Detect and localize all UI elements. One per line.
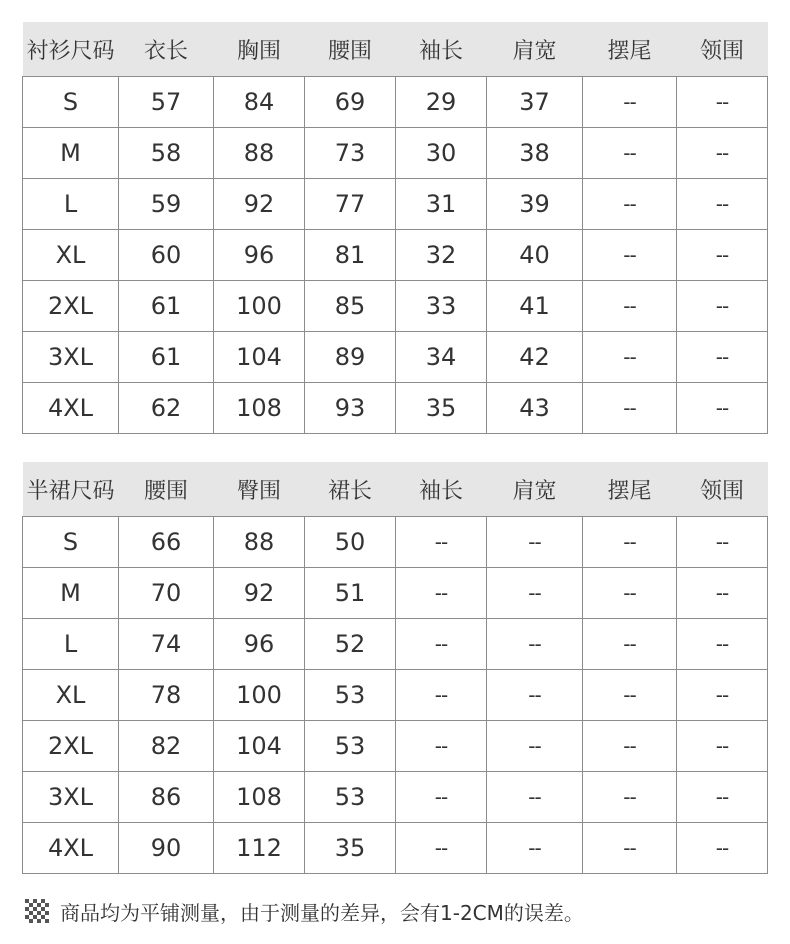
skirt-header-cell: 半裙尺码 xyxy=(23,462,119,517)
measurement-cell: -- xyxy=(396,823,487,874)
measurement-cell: -- xyxy=(583,332,677,383)
measurement-cell: 70 xyxy=(119,568,214,619)
size-label-cell: XL xyxy=(23,670,119,721)
measurement-cell: -- xyxy=(677,772,768,823)
measurement-cell: -- xyxy=(677,128,768,179)
measurement-cell: 100 xyxy=(214,670,305,721)
table-row xyxy=(23,721,768,772)
measurement-cell: 89 xyxy=(305,332,396,383)
measurement-cell: 92 xyxy=(214,568,305,619)
measurement-cell: -- xyxy=(396,721,487,772)
measurement-cell: 81 xyxy=(305,230,396,281)
measurement-cell: 33 xyxy=(396,281,487,332)
shirt-header-cell: 肩宽 xyxy=(487,22,583,77)
measurement-cell: 40 xyxy=(487,230,583,281)
measurement-cell: 29 xyxy=(396,77,487,128)
measurement-cell: 73 xyxy=(305,128,396,179)
measurement-cell: 39 xyxy=(487,179,583,230)
size-label-cell: L xyxy=(23,179,119,230)
measurement-cell: -- xyxy=(396,568,487,619)
measurement-cell: -- xyxy=(583,230,677,281)
grid-pattern-icon xyxy=(24,898,50,924)
measurement-cell: -- xyxy=(487,721,583,772)
measurement-cell: 62 xyxy=(119,383,214,434)
measurement-cell: 60 xyxy=(119,230,214,281)
size-label-cell: 2XL xyxy=(23,281,119,332)
measurement-note xyxy=(24,894,584,928)
measurement-cell: 31 xyxy=(396,179,487,230)
measurement-cell: 77 xyxy=(305,179,396,230)
measurement-cell: -- xyxy=(583,721,677,772)
measurement-cell: 104 xyxy=(214,332,305,383)
table-row xyxy=(23,77,768,128)
measurement-cell: -- xyxy=(677,230,768,281)
measurement-cell: 43 xyxy=(487,383,583,434)
measurement-cell: -- xyxy=(677,332,768,383)
measurement-cell: -- xyxy=(677,823,768,874)
shirt-table-body xyxy=(23,77,768,434)
measurement-cell: 90 xyxy=(119,823,214,874)
measurement-cell: -- xyxy=(583,517,677,568)
measurement-cell: -- xyxy=(583,619,677,670)
measurement-cell: 88 xyxy=(214,517,305,568)
measurement-cell: -- xyxy=(487,568,583,619)
size-label-cell: 4XL xyxy=(23,383,119,434)
table-row xyxy=(23,568,768,619)
measurement-cell: 82 xyxy=(119,721,214,772)
measurement-cell: -- xyxy=(396,772,487,823)
measurement-cell: -- xyxy=(677,383,768,434)
skirt-header-cell: 裙长 xyxy=(305,462,396,517)
measurement-cell: 53 xyxy=(305,670,396,721)
shirt-header-cell: 衬衫尺码 xyxy=(23,22,119,77)
measurement-cell: -- xyxy=(677,568,768,619)
shirt-size-table xyxy=(22,22,768,434)
measurement-cell: -- xyxy=(487,619,583,670)
size-label-cell: S xyxy=(23,517,119,568)
measurement-cell: 78 xyxy=(119,670,214,721)
measurement-cell: -- xyxy=(583,823,677,874)
measurement-cell: 53 xyxy=(305,772,396,823)
measurement-cell: 37 xyxy=(487,77,583,128)
measurement-cell: 61 xyxy=(119,332,214,383)
measurement-cell: -- xyxy=(583,281,677,332)
measurement-cell: -- xyxy=(677,517,768,568)
measurement-cell: -- xyxy=(487,517,583,568)
measurement-cell: -- xyxy=(677,77,768,128)
measurement-cell: 42 xyxy=(487,332,583,383)
measurement-cell: 59 xyxy=(119,179,214,230)
table-row xyxy=(23,670,768,721)
measurement-cell: -- xyxy=(583,179,677,230)
size-label-cell: 2XL xyxy=(23,721,119,772)
measurement-cell: 96 xyxy=(214,230,305,281)
table-row xyxy=(23,772,768,823)
shirt-header-cell: 领围 xyxy=(677,22,768,77)
measurement-cell: 58 xyxy=(119,128,214,179)
table-row xyxy=(23,281,768,332)
measurement-cell: 51 xyxy=(305,568,396,619)
measurement-cell: -- xyxy=(487,772,583,823)
shirt-header-cell: 腰围 xyxy=(305,22,396,77)
shirt-header-row xyxy=(23,22,768,77)
skirt-table-body xyxy=(23,517,768,874)
measurement-cell: 34 xyxy=(396,332,487,383)
measurement-cell: -- xyxy=(487,823,583,874)
measurement-cell: 35 xyxy=(305,823,396,874)
skirt-header-cell: 摆尾 xyxy=(583,462,677,517)
measurement-cell: 35 xyxy=(396,383,487,434)
measurement-cell: 108 xyxy=(214,772,305,823)
measurement-cell: -- xyxy=(487,670,583,721)
measurement-cell: -- xyxy=(677,281,768,332)
measurement-cell: -- xyxy=(677,179,768,230)
table-row xyxy=(23,619,768,670)
size-label-cell: M xyxy=(23,568,119,619)
measurement-cell: -- xyxy=(583,772,677,823)
table-row xyxy=(23,383,768,434)
measurement-cell: -- xyxy=(677,670,768,721)
size-label-cell: 4XL xyxy=(23,823,119,874)
measurement-cell: 88 xyxy=(214,128,305,179)
shirt-header-cell: 摆尾 xyxy=(583,22,677,77)
table-row xyxy=(23,332,768,383)
size-label-cell: M xyxy=(23,128,119,179)
measurement-cell: 52 xyxy=(305,619,396,670)
measurement-cell: 32 xyxy=(396,230,487,281)
table-row xyxy=(23,179,768,230)
measurement-cell: 41 xyxy=(487,281,583,332)
table-row xyxy=(23,230,768,281)
measurement-cell: -- xyxy=(396,619,487,670)
measurement-cell: 100 xyxy=(214,281,305,332)
measurement-cell: 61 xyxy=(119,281,214,332)
measurement-cell: -- xyxy=(396,517,487,568)
measurement-cell: 57 xyxy=(119,77,214,128)
table-row xyxy=(23,823,768,874)
measurement-cell: 112 xyxy=(214,823,305,874)
skirt-size-table xyxy=(22,462,768,874)
measurement-cell: 93 xyxy=(305,383,396,434)
measurement-cell: -- xyxy=(677,619,768,670)
measurement-cell: -- xyxy=(583,77,677,128)
measurement-cell: 66 xyxy=(119,517,214,568)
measurement-cell: 84 xyxy=(214,77,305,128)
size-label-cell: L xyxy=(23,619,119,670)
size-label-cell: S xyxy=(23,77,119,128)
measurement-cell: 30 xyxy=(396,128,487,179)
measurement-cell: 96 xyxy=(214,619,305,670)
skirt-header-cell: 袖长 xyxy=(396,462,487,517)
measurement-cell: 92 xyxy=(214,179,305,230)
skirt-header-cell: 领围 xyxy=(677,462,768,517)
shirt-header-cell: 衣长 xyxy=(119,22,214,77)
measurement-cell: -- xyxy=(583,670,677,721)
measurement-cell: 104 xyxy=(214,721,305,772)
measurement-cell: -- xyxy=(583,383,677,434)
measurement-cell: 85 xyxy=(305,281,396,332)
note-text: 商品均为平铺测量，由于测量的差异，会有1-2CM的误差。 xyxy=(60,900,584,925)
skirt-header-cell: 腰围 xyxy=(119,462,214,517)
skirt-header-cell: 臀围 xyxy=(214,462,305,517)
measurement-cell: 38 xyxy=(487,128,583,179)
measurement-cell: 50 xyxy=(305,517,396,568)
measurement-cell: -- xyxy=(583,128,677,179)
measurement-cell: -- xyxy=(396,670,487,721)
shirt-header-cell: 胸围 xyxy=(214,22,305,77)
measurement-cell: 108 xyxy=(214,383,305,434)
size-label-cell: XL xyxy=(23,230,119,281)
measurement-cell: 69 xyxy=(305,77,396,128)
measurement-cell: -- xyxy=(677,721,768,772)
measurement-cell: 86 xyxy=(119,772,214,823)
measurement-cell: 53 xyxy=(305,721,396,772)
skirt-header-row xyxy=(23,462,768,517)
measurement-cell: -- xyxy=(583,568,677,619)
measurement-cell: 74 xyxy=(119,619,214,670)
size-label-cell: 3XL xyxy=(23,772,119,823)
skirt-header-cell: 肩宽 xyxy=(487,462,583,517)
size-label-cell: 3XL xyxy=(23,332,119,383)
table-row xyxy=(23,128,768,179)
table-row xyxy=(23,517,768,568)
shirt-header-cell: 袖长 xyxy=(396,22,487,77)
